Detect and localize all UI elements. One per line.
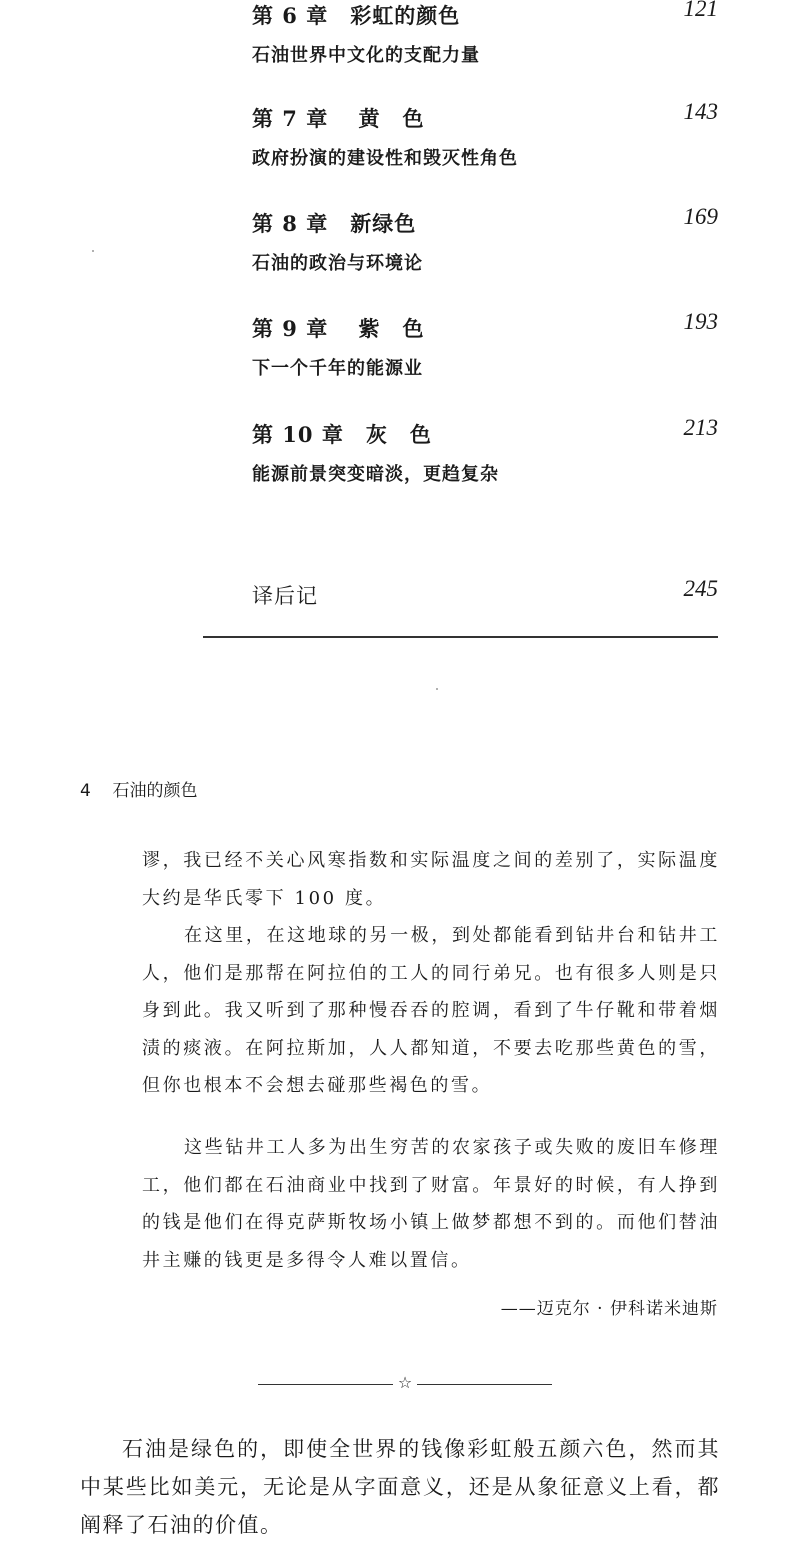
scan-speck [436, 688, 438, 690]
chapter-page-number: 143 [683, 99, 718, 124]
star-icon: ☆ [397, 1373, 413, 1392]
chapter-page-number: 169 [683, 204, 718, 229]
toc-entry-chapter-8 [252, 204, 718, 274]
chapter-title: 第 9 章 紫 色 [252, 316, 425, 341]
chapter-title: 第 8 章 新绿色 [252, 211, 417, 236]
chapter-page-number: 213 [683, 415, 718, 440]
quote-paragraph [142, 842, 720, 917]
toc-entry-chapter-9 [252, 309, 718, 379]
quote-attribution: ——迈克尔 · 伊科诺米迪斯 [500, 1299, 718, 1319]
afterword-page-number: 245 [683, 576, 718, 601]
quote-paragraph-text: 在这里，在这地球的另一极，到处都能看到钻井台和钻井工人，他们是那帮在阿拉伯的工人的同行弟兄。也有很多人则是只身到此。我又听到了那种慢吞吞的腔调，看到了牛仔靴和带着烟渍的痰液。在阿拉斯加，人人都知道，不要去吃那些黄色的雪，但你也根本不会想去碰那些褐色的雪。 [142, 925, 720, 1096]
divider-line-right [417, 1384, 552, 1385]
chapter-subtitle: 能源前景突变暗淡，更趋复杂 [252, 464, 499, 485]
quote-paragraph [142, 1129, 720, 1279]
chapter-page-number: 121 [683, 0, 718, 21]
chapter-subtitle: 石油的政治与环境论 [252, 253, 423, 274]
section-divider [258, 1374, 552, 1396]
chapter-subtitle: 政府扮演的建设性和毁灭性角色 [252, 148, 518, 169]
afterword-title: 译后记 [252, 584, 318, 608]
chapter-page-number: 193 [683, 309, 718, 334]
quote-paragraph-text: 谬，我已经不关心风寒指数和实际温度之间的差别了，实际温度大约是华氏零下 100 度。 [142, 850, 720, 909]
scan-speck [92, 250, 94, 252]
divider-line-left [258, 1384, 393, 1385]
main-paragraph [80, 1430, 720, 1544]
toc-entry-chapter-7 [252, 99, 718, 169]
toc-entry-afterword [252, 576, 718, 614]
toc-entry-chapter-6 [252, 0, 718, 66]
toc-entry-chapter-10 [252, 415, 718, 485]
toc-bottom-rule [203, 636, 718, 638]
page-header [80, 776, 197, 801]
quote-paragraph [142, 917, 720, 1105]
chapter-title: 第 7 章 黄 色 [252, 106, 425, 131]
main-paragraph-text: 石油是绿色的，即使全世界的钱像彩虹般五颜六色，然而其中某些比如美元，无论是从字面意义，还是从象征意义上看，都阐释了石油的价值。 [80, 1437, 720, 1537]
chapter-title: 第 6 章 彩虹的颜色 [252, 3, 461, 28]
chapter-subtitle: 石油世界中文化的支配力量 [252, 45, 480, 66]
table-of-contents [0, 0, 790, 700]
running-title: 石油的颜色 [112, 781, 198, 801]
quote-paragraph-text: 这些钻井工人多为出生穷苦的农家孩子或失败的废旧车修理工，他们都在石油商业中找到了财富。年景好的时候，有人挣到的钱是他们在得克萨斯牧场小镇上做梦都想不到的。而他们替油井主赚的钱更是多得令人难以置信。 [142, 1137, 720, 1271]
chapter-title: 第 10 章 灰 色 [252, 422, 432, 447]
chapter-subtitle: 下一个千年的能源业 [252, 358, 423, 379]
page-number: 4 [80, 781, 91, 801]
